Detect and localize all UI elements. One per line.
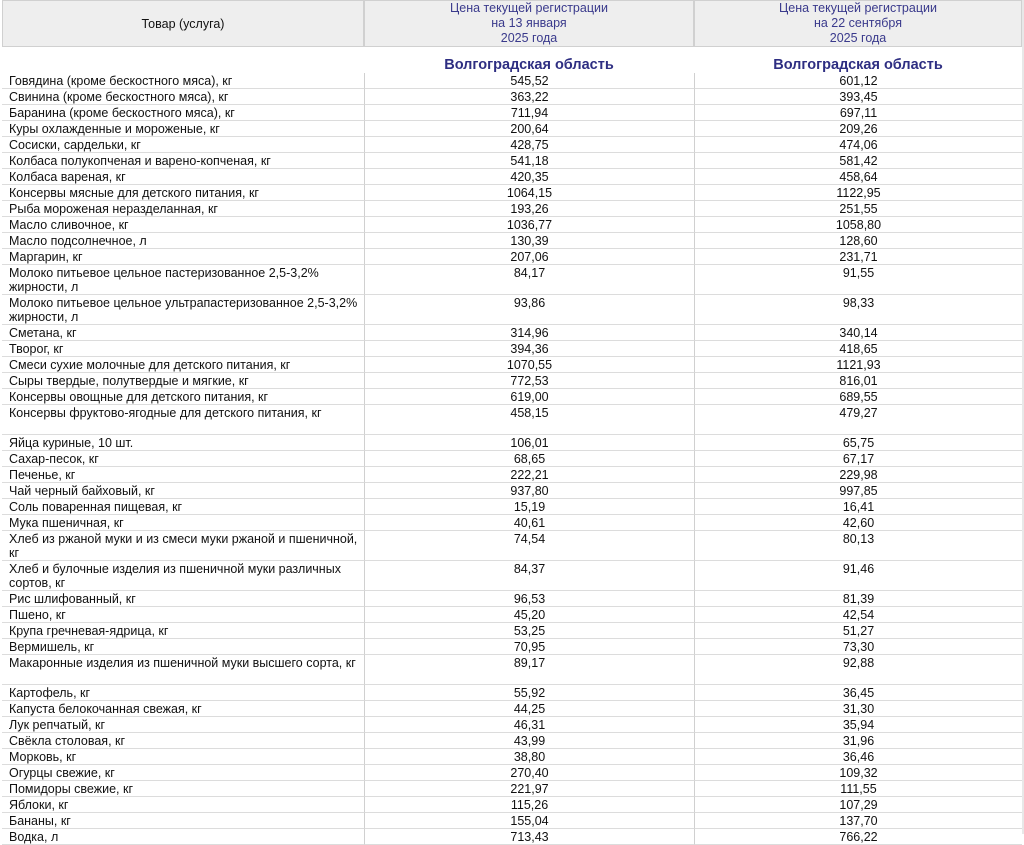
sep-price-cell: 766,22	[694, 829, 1022, 845]
product-name-cell: Макаронные изделия из пшеничной муки высшего сорта, кг	[2, 655, 364, 685]
table-row	[2, 169, 1022, 185]
product-name-cell: Колбаса полукопченая и варено-копченая, кг	[2, 153, 364, 169]
sep-price-cell: 67,17	[694, 451, 1022, 467]
jan-price-cell: 53,25	[364, 623, 694, 639]
jan-price-cell: 40,61	[364, 515, 694, 531]
table-row	[2, 813, 1022, 829]
product-name-cell: Картофель, кг	[2, 685, 364, 701]
sep-price-cell: 137,70	[694, 813, 1022, 829]
jan-price-cell: 44,25	[364, 701, 694, 717]
table-row	[2, 749, 1022, 765]
jan-price-cell: 222,21	[364, 467, 694, 483]
product-name-cell: Мука пшеничная, кг	[2, 515, 364, 531]
sep-price-cell: 35,94	[694, 717, 1022, 733]
jan-header-line: Цена текущей регистрации	[450, 1, 608, 15]
product-name-cell: Смеси сухие молочные для детского питания, кг	[2, 357, 364, 373]
table-row	[2, 623, 1022, 639]
product-name-cell: Масло сливочное, кг	[2, 217, 364, 233]
jan-price-cell: 619,00	[364, 389, 694, 405]
table-row	[2, 451, 1022, 467]
jan-price-cell: 15,19	[364, 499, 694, 515]
table-row	[2, 405, 1022, 435]
sep-price-cell: 31,96	[694, 733, 1022, 749]
table-row	[2, 201, 1022, 217]
product-name-cell: Баранина (кроме бескостного мяса), кг	[2, 105, 364, 121]
sep-price-cell: 91,46	[694, 561, 1022, 591]
region-empty-cell	[2, 47, 364, 73]
jan-price-cell: 46,31	[364, 717, 694, 733]
jan-price-cell: 200,64	[364, 121, 694, 137]
sep-price-cell: 107,29	[694, 797, 1022, 813]
product-name-cell: Бананы, кг	[2, 813, 364, 829]
jan-price-cell: 155,04	[364, 813, 694, 829]
jan-price-cell: 711,94	[364, 105, 694, 121]
table-row	[2, 733, 1022, 749]
sep-price-cell: 73,30	[694, 639, 1022, 655]
sep-price-cell: 209,26	[694, 121, 1022, 137]
product-name-cell: Маргарин, кг	[2, 249, 364, 265]
product-name-cell: Крупа гречневая-ядрица, кг	[2, 623, 364, 639]
table-row	[2, 295, 1022, 325]
jan-price-cell: 68,65	[364, 451, 694, 467]
table-row	[2, 591, 1022, 607]
price-table-container	[2, 0, 1022, 845]
sep-price-cell: 1058,80	[694, 217, 1022, 233]
product-name-cell: Масло подсолнечное, л	[2, 233, 364, 249]
jan-price-cell: 38,80	[364, 749, 694, 765]
product-name-cell: Свёкла столовая, кг	[2, 733, 364, 749]
table-row	[2, 373, 1022, 389]
sep-price-cell: 91,55	[694, 265, 1022, 295]
sep-price-cell: 65,75	[694, 435, 1022, 451]
jan-price-cell: 207,06	[364, 249, 694, 265]
sep-price-cell: 393,45	[694, 89, 1022, 105]
table-row	[2, 357, 1022, 373]
sep-price-cell: 81,39	[694, 591, 1022, 607]
product-name-cell: Пшено, кг	[2, 607, 364, 623]
price-rows	[2, 73, 1022, 845]
product-name-cell: Огурцы свежие, кг	[2, 765, 364, 781]
jan-price-cell: 458,15	[364, 405, 694, 435]
product-name-cell: Капуста белокочанная свежая, кг	[2, 701, 364, 717]
product-name-cell: Куры охлажденные и мороженые, кг	[2, 121, 364, 137]
product-name-cell: Свинина (кроме бескостного мяса), кг	[2, 89, 364, 105]
jan-price-cell: 270,40	[364, 765, 694, 781]
jan-header-line: на 13 января	[491, 16, 567, 30]
product-name-cell: Консервы овощные для детского питания, кг	[2, 389, 364, 405]
sep-price-cell: 231,71	[694, 249, 1022, 265]
jan-price-cell: 93,86	[364, 295, 694, 325]
table-row	[2, 685, 1022, 701]
product-name-cell: Сосиски, сардельки, кг	[2, 137, 364, 153]
sep-price-cell: 418,65	[694, 341, 1022, 357]
table-row	[2, 217, 1022, 233]
product-name-cell: Яйца куриные, 10 шт.	[2, 435, 364, 451]
table-row	[2, 137, 1022, 153]
jan-price-cell: 89,17	[364, 655, 694, 685]
product-name-cell: Соль поваренная пищевая, кг	[2, 499, 364, 515]
price-table	[2, 0, 1022, 845]
table-row	[2, 249, 1022, 265]
table-row	[2, 701, 1022, 717]
sep-price-cell: 109,32	[694, 765, 1022, 781]
product-name-cell: Хлеб и булочные изделия из пшеничной муки различных сортов, кг	[2, 561, 364, 591]
sep-price-cell: 229,98	[694, 467, 1022, 483]
table-row	[2, 639, 1022, 655]
sep-header-line: на 22 сентября	[813, 16, 903, 30]
sep-price-cell: 689,55	[694, 389, 1022, 405]
product-name-cell: Лук репчатый, кг	[2, 717, 364, 733]
sep-price-cell: 42,54	[694, 607, 1022, 623]
table-row	[2, 531, 1022, 561]
table-row	[2, 341, 1022, 357]
sep-price-column-header	[694, 0, 1022, 47]
product-name-cell: Рыба мороженая неразделанная, кг	[2, 201, 364, 217]
jan-price-cell: 428,75	[364, 137, 694, 153]
product-name-cell: Хлеб из ржаной муки и из смеси муки ржаной и пшеничной, кг	[2, 531, 364, 561]
jan-price-cell: 420,35	[364, 169, 694, 185]
product-name-cell: Рис шлифованный, кг	[2, 591, 364, 607]
jan-price-cell: 43,99	[364, 733, 694, 749]
product-name-cell: Чай черный байховый, кг	[2, 483, 364, 499]
jan-price-cell: 545,52	[364, 73, 694, 89]
table-row	[2, 121, 1022, 137]
table-row	[2, 467, 1022, 483]
sep-price-cell: 479,27	[694, 405, 1022, 435]
jan-price-cell: 96,53	[364, 591, 694, 607]
sep-price-cell: 581,42	[694, 153, 1022, 169]
sep-price-cell: 474,06	[694, 137, 1022, 153]
product-name-cell: Морковь, кг	[2, 749, 364, 765]
table-row	[2, 435, 1022, 451]
table-row	[2, 515, 1022, 531]
jan-price-cell: 115,26	[364, 797, 694, 813]
jan-price-cell: 937,80	[364, 483, 694, 499]
product-name-cell: Сахар-песок, кг	[2, 451, 364, 467]
product-name-cell: Говядина (кроме бескостного мяса), кг	[2, 73, 364, 89]
sep-price-cell: 997,85	[694, 483, 1022, 499]
sep-header-line: 2025 года	[829, 31, 887, 45]
table-row	[2, 499, 1022, 515]
product-name-cell: Вермишель, кг	[2, 639, 364, 655]
region-name-jan: Волгоградская область	[444, 57, 614, 73]
sep-price-cell: 98,33	[694, 295, 1022, 325]
sep-price-cell: 1121,93	[694, 357, 1022, 373]
table-row	[2, 655, 1022, 685]
sep-price-cell: 128,60	[694, 233, 1022, 249]
jan-price-cell: 55,92	[364, 685, 694, 701]
table-row	[2, 233, 1022, 249]
sep-price-cell: 92,88	[694, 655, 1022, 685]
table-row	[2, 265, 1022, 295]
sep-header-line: Цена текущей регистрации	[779, 1, 937, 15]
jan-price-cell: 130,39	[364, 233, 694, 249]
product-name-cell: Сметана, кг	[2, 325, 364, 341]
region-name-sep: Волгоградская область	[773, 57, 943, 73]
jan-header-line: 2025 года	[500, 31, 558, 45]
sep-price-cell: 458,64	[694, 169, 1022, 185]
product-name-cell: Печенье, кг	[2, 467, 364, 483]
sep-price-cell: 36,45	[694, 685, 1022, 701]
jan-price-cell: 70,95	[364, 639, 694, 655]
jan-price-cell: 84,37	[364, 561, 694, 591]
jan-price-cell: 541,18	[364, 153, 694, 169]
product-name-cell: Консервы мясные для детского питания, кг	[2, 185, 364, 201]
table-row	[2, 105, 1022, 121]
table-row	[2, 829, 1022, 845]
jan-price-column-header	[364, 0, 694, 47]
sep-price-cell: 816,01	[694, 373, 1022, 389]
table-row	[2, 483, 1022, 499]
sep-price-cell: 601,12	[694, 73, 1022, 89]
jan-price-cell: 363,22	[364, 89, 694, 105]
table-row	[2, 389, 1022, 405]
table-header	[2, 0, 1022, 47]
jan-price-cell: 713,43	[364, 829, 694, 845]
jan-price-cell: 394,36	[364, 341, 694, 357]
sep-price-cell: 36,46	[694, 749, 1022, 765]
jan-price-cell: 1070,55	[364, 357, 694, 373]
table-row	[2, 781, 1022, 797]
jan-price-cell: 772,53	[364, 373, 694, 389]
jan-price-cell: 1036,77	[364, 217, 694, 233]
jan-price-cell: 193,26	[364, 201, 694, 217]
table-row	[2, 73, 1022, 89]
sep-price-cell: 51,27	[694, 623, 1022, 639]
jan-price-cell: 84,17	[364, 265, 694, 295]
table-row	[2, 325, 1022, 341]
sep-price-cell: 251,55	[694, 201, 1022, 217]
sep-price-cell: 16,41	[694, 499, 1022, 515]
product-name-cell: Водка, л	[2, 829, 364, 845]
region-header	[2, 47, 1022, 73]
jan-price-cell: 106,01	[364, 435, 694, 451]
jan-price-cell: 314,96	[364, 325, 694, 341]
product-name-cell: Консервы фруктово-ягодные для детского питания, кг	[2, 405, 364, 435]
product-name-cell: Молоко питьевое цельное пастеризованное 2,5-3,2% жирности, л	[2, 265, 364, 295]
jan-price-cell: 45,20	[364, 607, 694, 623]
jan-price-cell: 1064,15	[364, 185, 694, 201]
jan-price-cell: 221,97	[364, 781, 694, 797]
product-name-cell: Колбаса вареная, кг	[2, 169, 364, 185]
sep-price-cell: 697,11	[694, 105, 1022, 121]
product-name-cell: Сыры твердые, полутвердые и мягкие, кг	[2, 373, 364, 389]
table-row	[2, 153, 1022, 169]
table-row	[2, 89, 1022, 105]
sep-price-cell: 31,30	[694, 701, 1022, 717]
jan-price-cell: 74,54	[364, 531, 694, 561]
table-row	[2, 765, 1022, 781]
product-name-cell: Помидоры свежие, кг	[2, 781, 364, 797]
product-column-header: Товар (услуга)	[2, 0, 364, 47]
sep-price-cell: 42,60	[694, 515, 1022, 531]
table-row	[2, 717, 1022, 733]
table-row	[2, 185, 1022, 201]
product-name-cell: Творог, кг	[2, 341, 364, 357]
table-row	[2, 607, 1022, 623]
sep-price-cell: 1122,95	[694, 185, 1022, 201]
product-name-cell: Молоко питьевое цельное ультрапастеризованное 2,5-3,2% жирности, л	[2, 295, 364, 325]
product-name-cell: Яблоки, кг	[2, 797, 364, 813]
table-row	[2, 797, 1022, 813]
sep-price-cell: 340,14	[694, 325, 1022, 341]
sep-price-cell: 80,13	[694, 531, 1022, 561]
table-row	[2, 561, 1022, 591]
sep-price-cell: 111,55	[694, 781, 1022, 797]
